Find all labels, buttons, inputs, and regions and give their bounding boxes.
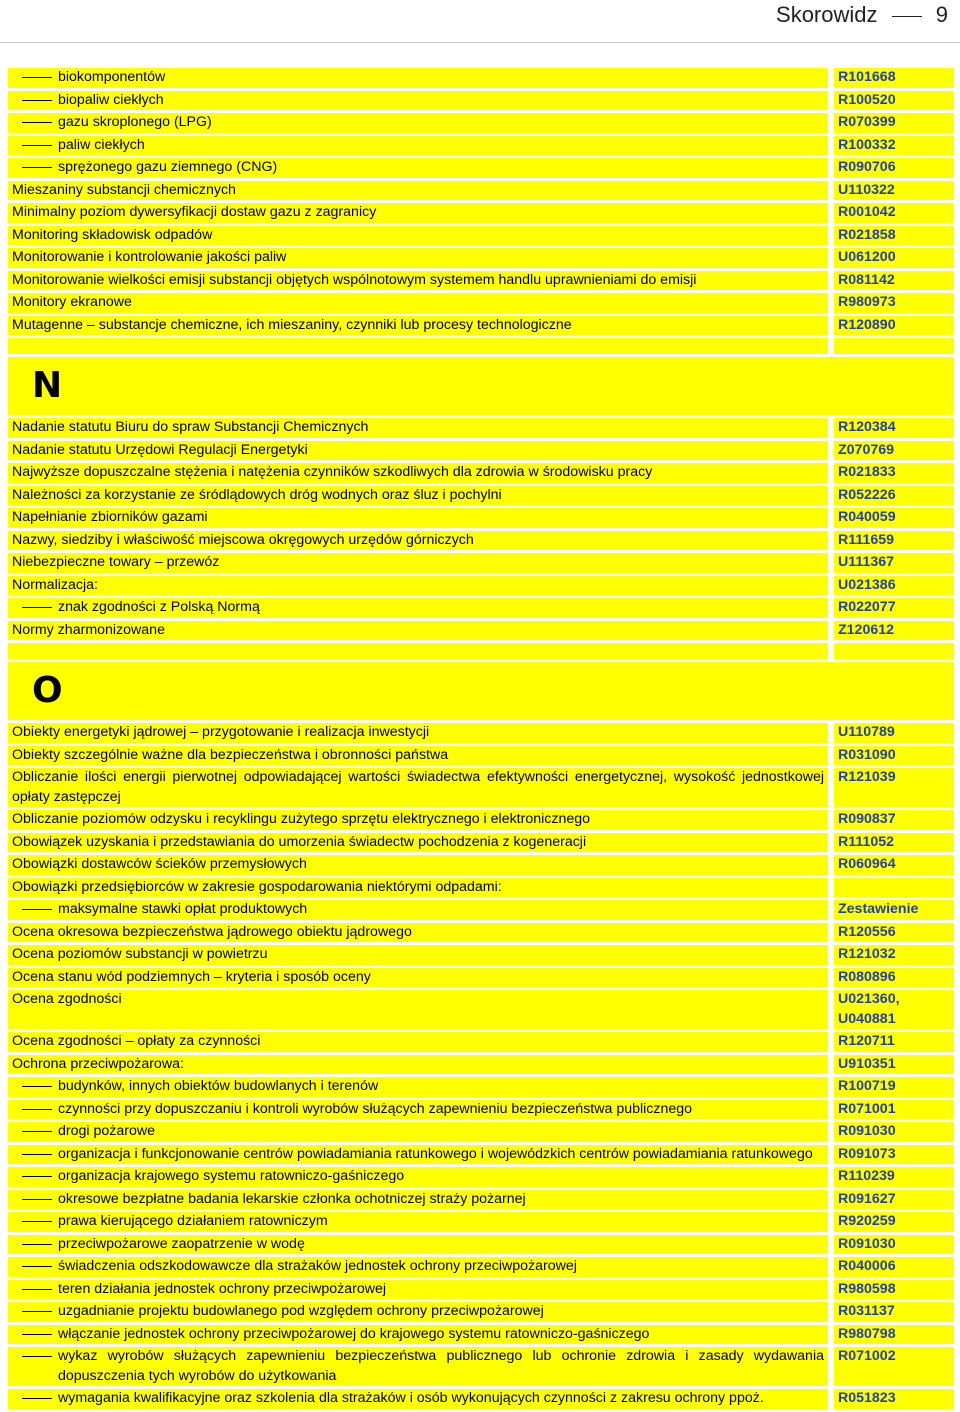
subentry-dash [22, 1131, 52, 1132]
entry-term: biokomponentów [58, 69, 166, 85]
header-page-number: 9 [935, 2, 948, 27]
entry-term-cell [8, 1167, 828, 1187]
entry-term-cell [8, 508, 828, 528]
entry-term-cell [8, 855, 828, 875]
subentry-dash [22, 100, 52, 101]
subentry-dash [22, 909, 52, 910]
subentry-dash [22, 1334, 52, 1335]
entry-code[interactable]: U910351 [834, 1055, 954, 1075]
entry-term: maksymalne stawki opłat produktowych [58, 901, 308, 917]
entry-term-cell [8, 1122, 828, 1142]
entry-term: Nazwy, siedziby i właściwość miejscowa okręgowych urzędów górniczych [12, 531, 474, 548]
entry-term-cell [8, 576, 828, 596]
index-entry [8, 1280, 954, 1300]
entry-code[interactable]: R090706 [834, 158, 954, 178]
entry-term-cell [8, 486, 828, 506]
entry-term: Normalizacja: [12, 576, 98, 593]
entry-term: prawa kierującego działaniem ratowniczym [58, 1213, 328, 1229]
entry-code[interactable]: R040059 [834, 508, 954, 528]
entry-code[interactable]: R091627 [834, 1190, 954, 1210]
subentry-dash [22, 1199, 52, 1200]
entry-code[interactable]: U110789 [834, 723, 954, 743]
entry-term: Ocena stanu wód podziemnych – kryteria i sposób oceny [12, 968, 371, 985]
entry-term: Obowiązek uzyskania i przedstawiania do umorzenia świadectw pochodzenia z kogeneracji [12, 833, 587, 850]
entry-term-cell [8, 113, 828, 133]
index-entry [8, 531, 954, 551]
index-entry [8, 226, 954, 246]
entry-term-cell [8, 1235, 828, 1255]
entry-term-cell [8, 900, 828, 920]
subentry-dash [22, 1086, 52, 1087]
subentry-dash [22, 1311, 52, 1312]
entry-code[interactable] [834, 878, 954, 898]
index-entry [8, 746, 954, 766]
entry-term-cell [8, 878, 828, 898]
entry-term: Ocena zgodności [12, 991, 122, 1007]
entry-term: organizacja krajowego systemu ratowniczo-gaśniczego [58, 1168, 405, 1184]
index-entry [8, 203, 954, 223]
entry-term: Monitory ekranowe [12, 294, 132, 310]
entry-term: Monitorowanie wielkości emisji substancji objętych wspólnotowym systemem handlu uprawnieniami do emisji [12, 271, 697, 288]
entry-term: Obowiązki przedsiębiorców w zakresie gospodarowania niektórymi odpadami: [12, 878, 502, 895]
entry-code[interactable]: R060964 [834, 855, 954, 875]
index-entry [8, 338, 954, 354]
section-letter: N [32, 365, 63, 406]
entry-term: okresowe bezpłatne badania lekarskie członka ochotniczej straży pożarnej [58, 1190, 526, 1207]
subentry-dash [22, 1176, 52, 1177]
entry-term-cell [8, 810, 828, 830]
index-entry [8, 1167, 954, 1187]
entry-code[interactable]: R091030 [834, 1235, 954, 1255]
subentry-dash [22, 122, 52, 123]
subentry-dash [22, 1356, 52, 1357]
index-entry [8, 1077, 954, 1097]
page-header [776, 2, 948, 28]
entry-term: Ochrona przeciwpożarowa: [12, 1055, 184, 1072]
index-entry [8, 248, 954, 268]
subentry-dash [22, 77, 52, 78]
entry-code[interactable]: U110322 [834, 181, 954, 201]
entry-term-cell [8, 746, 828, 766]
entry-term: budynków, innych obiektów budowlanych i terenów [58, 1078, 379, 1094]
entry-term: Obiekty energetyki jądrowej – przygotowanie i realizacja inwestycji [12, 724, 430, 740]
header-title: Skorowidz [776, 2, 878, 27]
entry-code[interactable]: R081142 [834, 271, 954, 291]
entry-code[interactable]: R080896 [834, 968, 954, 988]
index-entry [8, 1389, 954, 1409]
entry-term: teren działania jednostek ochrony przeciwpożarowej [58, 1280, 387, 1297]
index-entry [8, 463, 954, 483]
index-entry [8, 621, 954, 641]
entry-code[interactable]: U021386 [834, 576, 954, 596]
entry-term-cell [8, 293, 828, 313]
entry-term-cell [8, 271, 828, 291]
entry-term: uzgadnianie projektu budowlanego pod względem ochrony przeciwpożarowej [58, 1303, 544, 1319]
entry-term-cell [8, 1389, 828, 1409]
index-entry [8, 1122, 954, 1142]
index-entry [8, 1100, 954, 1120]
subentry-dash [22, 1398, 52, 1399]
entry-term-cell [8, 181, 828, 201]
index-entry [8, 833, 954, 853]
entry-term-cell [8, 418, 828, 438]
entry-term: włączanie jednostek ochrony przeciwpożarowej do krajowego systemu ratowniczo-gaśniczego [58, 1325, 650, 1342]
entry-code[interactable]: R110239 [834, 1167, 954, 1187]
index-entry [8, 810, 954, 830]
index-entry [8, 293, 954, 313]
entry-term: czynności przy dopuszczaniu i kontroli wyrobów służących zapewnieniu bezpieczeństwa publicznego [58, 1100, 693, 1117]
index-entry [8, 1302, 954, 1322]
entry-term: biopaliw ciekłych [58, 91, 164, 108]
header-dash [892, 16, 922, 17]
index-entry [8, 1145, 954, 1165]
index-entry [8, 945, 954, 965]
entry-term-cell [8, 136, 828, 156]
index-entry [8, 508, 954, 528]
entry-term: znak zgodności z Polską Normą [58, 599, 260, 615]
entry-term: sprężonego gazu ziemnego (CNG) [58, 159, 278, 175]
entry-term: wykaz wyrobów służących zapewnieniu bezpieczeństwa publicznego lub ochronie zdrowia i zasady wydawania dopuszczenia tych wyrobów do użytkowania [58, 1348, 824, 1384]
entry-code[interactable]: R980973 [834, 293, 954, 313]
subentry-dash [22, 167, 52, 168]
index-entry [8, 271, 954, 291]
entry-term: Napełnianie zbiorników gazami [12, 509, 208, 525]
index-entry [8, 598, 954, 618]
entry-code[interactable]: R070399 [834, 113, 954, 133]
entry-code[interactable]: Z120612 [834, 621, 954, 641]
entry-code[interactable]: R031137 [834, 1302, 954, 1322]
index-entry [8, 990, 954, 1029]
entry-term: paliw ciekłych [58, 136, 145, 153]
entry-code[interactable]: R052226 [834, 486, 954, 506]
entry-term-cell [8, 68, 828, 88]
index-entry [8, 768, 954, 807]
entry-code[interactable]: R021858 [834, 226, 954, 246]
entry-term: Mutagenne – substancje chemiczne, ich mieszaniny, czynniki lub procesy technologiczne [12, 316, 572, 333]
section-letter-row [8, 357, 954, 415]
subentry-dash [22, 145, 52, 146]
entry-term-cell [8, 463, 828, 483]
index-entry [8, 1212, 954, 1232]
entry-code[interactable]: R111052 [834, 833, 954, 853]
entry-term-cell [8, 1302, 828, 1322]
index-entry [8, 1347, 954, 1386]
index-entry [8, 136, 954, 156]
entry-term-cell [8, 531, 828, 551]
entry-term-cell [8, 1280, 828, 1300]
index-entry [8, 900, 954, 920]
entry-term-cell [8, 158, 828, 178]
index-entry [8, 878, 954, 898]
entry-term-cell [8, 338, 828, 354]
header-rule [0, 42, 960, 43]
entry-code[interactable]: R071002 [834, 1347, 954, 1386]
entry-term: Ocena okresowa bezpieczeństwa jądrowego obiektu jądrowego [12, 923, 412, 940]
index-entry [8, 643, 954, 659]
index-entry [8, 1190, 954, 1210]
index-entry [8, 1032, 954, 1052]
entry-term-cell [8, 923, 828, 943]
entry-term-cell [8, 1190, 828, 1210]
index-entry [8, 441, 954, 461]
entry-code[interactable]: R121032 [834, 945, 954, 965]
entry-code[interactable]: R031090 [834, 746, 954, 766]
entry-term-cell [8, 723, 828, 743]
entry-code[interactable]: R101668 [834, 68, 954, 88]
entry-term-cell [8, 203, 828, 223]
entry-term: Najwyższe dopuszczalne stężenia i natężenia czynników szkodliwych dla zdrowia w środowisku pracy [12, 464, 653, 480]
entry-term-cell [8, 598, 828, 618]
index-content [8, 68, 954, 1412]
entry-term-cell [8, 1325, 828, 1345]
entry-code[interactable]: R111659 [834, 531, 954, 551]
entry-term-cell [8, 441, 828, 461]
subentry-dash [22, 1109, 52, 1110]
entry-code[interactable] [834, 338, 954, 354]
entry-term: Monitoring składowisk odpadów [12, 226, 213, 243]
entry-code[interactable]: R022077 [834, 598, 954, 618]
index-entry [8, 1257, 954, 1277]
entry-term-cell [8, 248, 828, 268]
index-entry [8, 923, 954, 943]
entry-term: Monitorowanie i kontrolowanie jakości paliw [12, 249, 287, 265]
entry-term: Należności za korzystanie ze śródlądowych dróg wodnych oraz śluz i pochylni [12, 486, 502, 503]
entry-term: Niebezpieczne towary – przewóz [12, 554, 220, 570]
entry-term-cell [8, 945, 828, 965]
entry-term: gazu skroplonego (LPG) [58, 114, 212, 130]
subentry-dash [22, 1221, 52, 1222]
index-entry [8, 418, 954, 438]
entry-code[interactable]: R040006 [834, 1257, 954, 1277]
section-letter: O [32, 670, 63, 711]
index-entry [8, 968, 954, 988]
subentry-dash [22, 1244, 52, 1245]
entry-term: Obiekty szczególnie ważne dla bezpieczeństwa i obronności państwa [12, 746, 449, 763]
entry-code[interactable]: R100332 [834, 136, 954, 156]
entry-term-cell [8, 1145, 828, 1165]
entry-term-cell [8, 1055, 828, 1075]
entry-code[interactable]: R920259 [834, 1212, 954, 1232]
section-letter-box [8, 662, 954, 720]
entry-term-cell [8, 1100, 828, 1120]
index-entry [8, 91, 954, 111]
entry-term: drogi pożarowe [58, 1123, 156, 1139]
index-entry [8, 1055, 954, 1075]
entry-term-cell [8, 621, 828, 641]
entry-code[interactable]: R021833 [834, 463, 954, 483]
entry-code[interactable]: U021360, U040881 [834, 990, 954, 1029]
entry-term-cell [8, 1257, 828, 1277]
entry-code[interactable]: R091030 [834, 1122, 954, 1142]
index-entry [8, 1235, 954, 1255]
entry-term: świadczenia odszkodowawcze dla strażaków jednostek ochrony przeciwpożarowej [58, 1258, 577, 1274]
entry-term-cell [8, 1347, 828, 1386]
index-entry [8, 486, 954, 506]
entry-code[interactable]: R121039 [834, 768, 954, 807]
entry-code[interactable]: R001042 [834, 203, 954, 223]
entry-term: przeciwpożarowe zaopatrzenie w wodę [58, 1235, 305, 1252]
subentry-dash [22, 1266, 52, 1267]
entry-code[interactable]: R980598 [834, 1280, 954, 1300]
entry-term-cell [8, 316, 828, 336]
section-letter-box [8, 357, 954, 415]
index-entry [8, 158, 954, 178]
entry-term: organizacja i funkcjonowanie centrów powiadamiania ratunkowego i wojewódzkich centrów powiadamiania ratunkowego [58, 1145, 813, 1162]
entry-code[interactable]: R120890 [834, 316, 954, 336]
entry-code[interactable]: R071001 [834, 1100, 954, 1120]
index-entry [8, 855, 954, 875]
index-entry [8, 68, 954, 88]
entry-code[interactable]: R100520 [834, 91, 954, 111]
entry-term-cell [8, 1212, 828, 1232]
entry-term: Nadanie statutu Urzędowi Regulacji Energetyki [12, 441, 308, 458]
entry-term-cell [8, 553, 828, 573]
subentry-dash [22, 1154, 52, 1155]
entry-term: Ocena zgodności – opłaty za czynności [12, 1033, 261, 1049]
entry-term-cell [8, 91, 828, 111]
entry-code[interactable] [834, 643, 954, 659]
entry-term: Obowiązki dostawców ścieków przemysłowych [12, 856, 307, 872]
index-entry [8, 723, 954, 743]
entry-code[interactable]: R120384 [834, 418, 954, 438]
entry-term-cell [8, 768, 828, 807]
entry-term: Ocena poziomów substancji w powietrzu [12, 946, 268, 962]
index-entry [8, 113, 954, 133]
entry-term: Obliczanie poziomów odzysku i recyklingu zużytego sprzętu elektrycznego i elektronicznego [12, 811, 591, 827]
entry-code[interactable]: R051823 [834, 1389, 954, 1409]
entry-code[interactable]: R120556 [834, 923, 954, 943]
index-entry [8, 181, 954, 201]
entry-code[interactable]: R091073 [834, 1145, 954, 1165]
index-entry [8, 1325, 954, 1345]
entry-code[interactable]: R100719 [834, 1077, 954, 1097]
entry-code[interactable]: U111367 [834, 553, 954, 573]
entry-term-cell [8, 643, 828, 659]
entry-term-cell [8, 1077, 828, 1097]
entry-term-cell [8, 833, 828, 853]
entry-term: Nadanie statutu Biuru do spraw Substancji Chemicznych [12, 419, 369, 435]
subentry-dash [22, 1289, 52, 1290]
entry-code[interactable]: Zestawienie [834, 900, 954, 920]
index-entry [8, 316, 954, 336]
entry-term: Obliczanie ilości energii pierwotnej odpowiadającej wartości świadectwa efektywności energetycznej, wysokość jednostkowej opłaty zastępczej [12, 769, 824, 805]
entry-term: Mieszaniny substancji chemicznych [12, 181, 236, 198]
entry-term-cell [8, 1032, 828, 1052]
index-entry [8, 553, 954, 573]
entry-term-cell [8, 990, 828, 1029]
entry-term: Minimalny poziom dywersyfikacji dostaw gazu z zagranicy [12, 204, 377, 220]
entry-term: Normy zharmonizowane [12, 621, 165, 638]
entry-code[interactable]: Z070769 [834, 441, 954, 461]
entry-term: wymagania kwalifikacyjne oraz szkolenia dla strażaków i osób wykonujących czynności z zakresu ochrony ppoż. [58, 1390, 764, 1406]
entry-term-cell [8, 968, 828, 988]
index-entry [8, 576, 954, 596]
entry-code[interactable]: R090837 [834, 810, 954, 830]
entry-term-cell [8, 226, 828, 246]
subentry-dash [22, 607, 52, 608]
entry-code[interactable]: R980798 [834, 1325, 954, 1345]
entry-code[interactable]: U061200 [834, 248, 954, 268]
section-letter-row [8, 662, 954, 720]
entry-code[interactable]: R120711 [834, 1032, 954, 1052]
